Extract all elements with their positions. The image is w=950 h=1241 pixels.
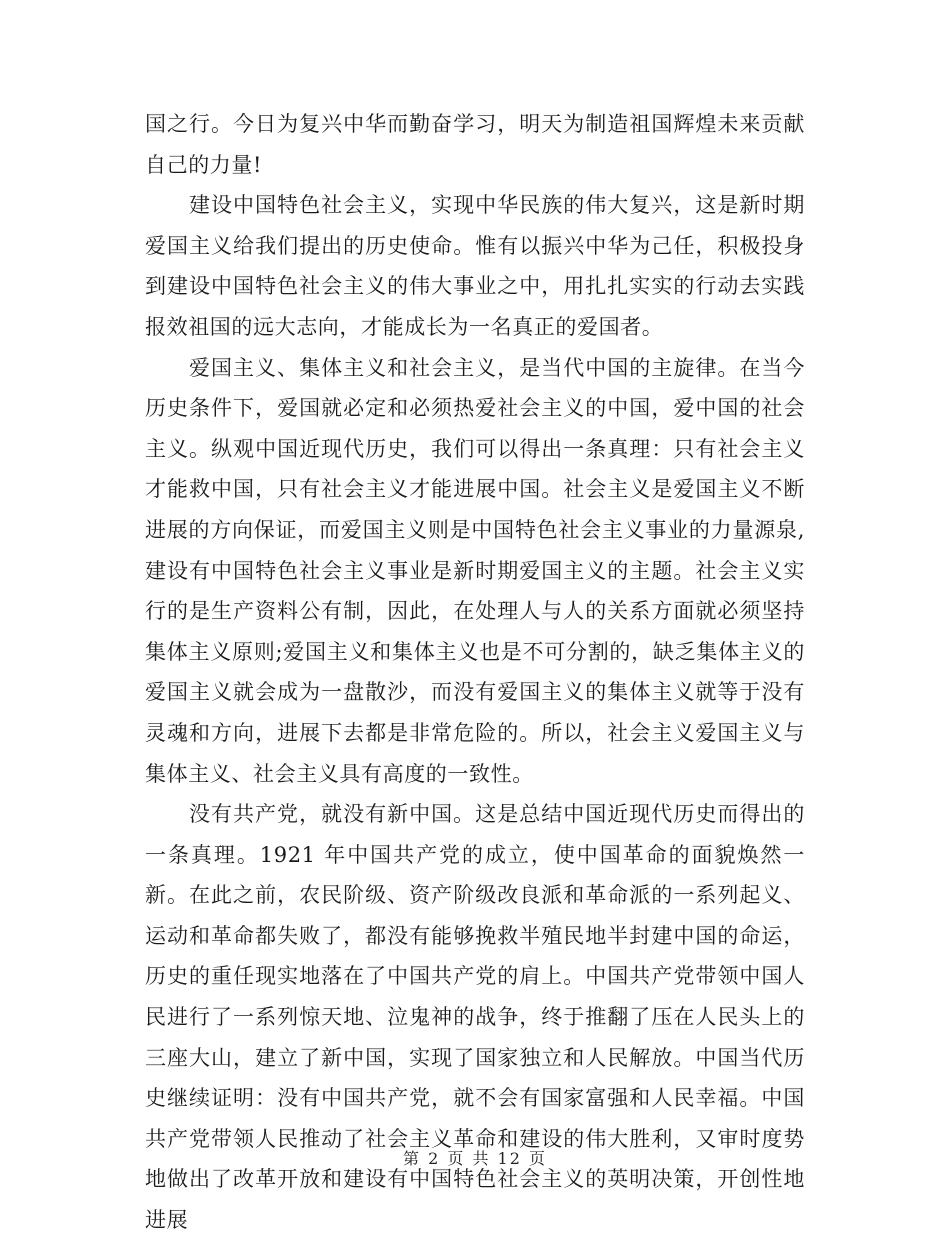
paragraph-main-theme: 爱国主义、集体主义和社会主义，是当代中国的主旋律。在当今历史条件下，爱国就必定和必须热爱社会主义的中国，爱中国的社会主义。纵观中国近现代历史，我们可以得出一条真理：只有社会主义才能救中国，只有社会主义才能进展中国。社会主义是爱国主义不断进展的方向保证，而爱国主义则是中国特色社会主义事业的力量源泉,建设有中国特色社会主义事业是新时期爱国主义的主题。社会主义实行的是生产资料公有制，因此，在处理人与人的关系方面就必须坚持集体主义原则;爱国主义和集体主义也是不可分割的，缺乏集体主义的爱国主义就会成为一盘散沙，而没有爱国主义的集体主义就等于没有灵魂和方向，进展下去都是非常危险的。所以，社会主义爱国主义与集体主义、社会主义具有高度的一致性。 <box>145 355 805 786</box>
document-body <box>145 104 805 1241</box>
paragraph-communist-party: 没有共产党，就没有新中国。这是总结中国近现代历史而得出的一条真理。1921 年中国共产党的成立，使中国革命的面貌焕然一新。在此之前，农民阶级、资产阶级改良派和革命派的一系列起义、运动和革命都失败了，都没有能够挽救半殖民地半封建中国的命运，历史的重任现实地落在了中国共产党的肩上。中国共产党带领中国人民进行了一系列惊天地、泣鬼神的战争，终于推翻了压在人民头上的三座大山，建立了新中国，实现了国家独立和人民解放。中国当代历史继续证明：没有中国共产党，就不会有国家富强和人民幸福。中国共产党带领人民推动了社会主义革命和建设的伟大胜利，又审时度势地做出了改革开放和建设有中国特色社会主义的英明决策，开创性地进展 <box>145 802 805 1233</box>
paragraph-continuation: 国之行。今日为复兴中华而勤奋学习，明天为制造祖国辉煌未来贡献自己的力量! <box>145 112 805 177</box>
paragraph-historic-mission: 建设中国特色社会主义，实现中华民族的伟大复兴，这是新时期爱国主义给我们提出的历史使命。惟有以振兴中华为己任，积极投身到建设中国特色社会主义的伟大事业之中，用扎扎实实的行动去实践报效祖国的远大志向，才能成长为一名真正的爱国者。 <box>145 193 805 339</box>
page-number-footer: 第 2 页 共 12 页 <box>403 1149 547 1168</box>
